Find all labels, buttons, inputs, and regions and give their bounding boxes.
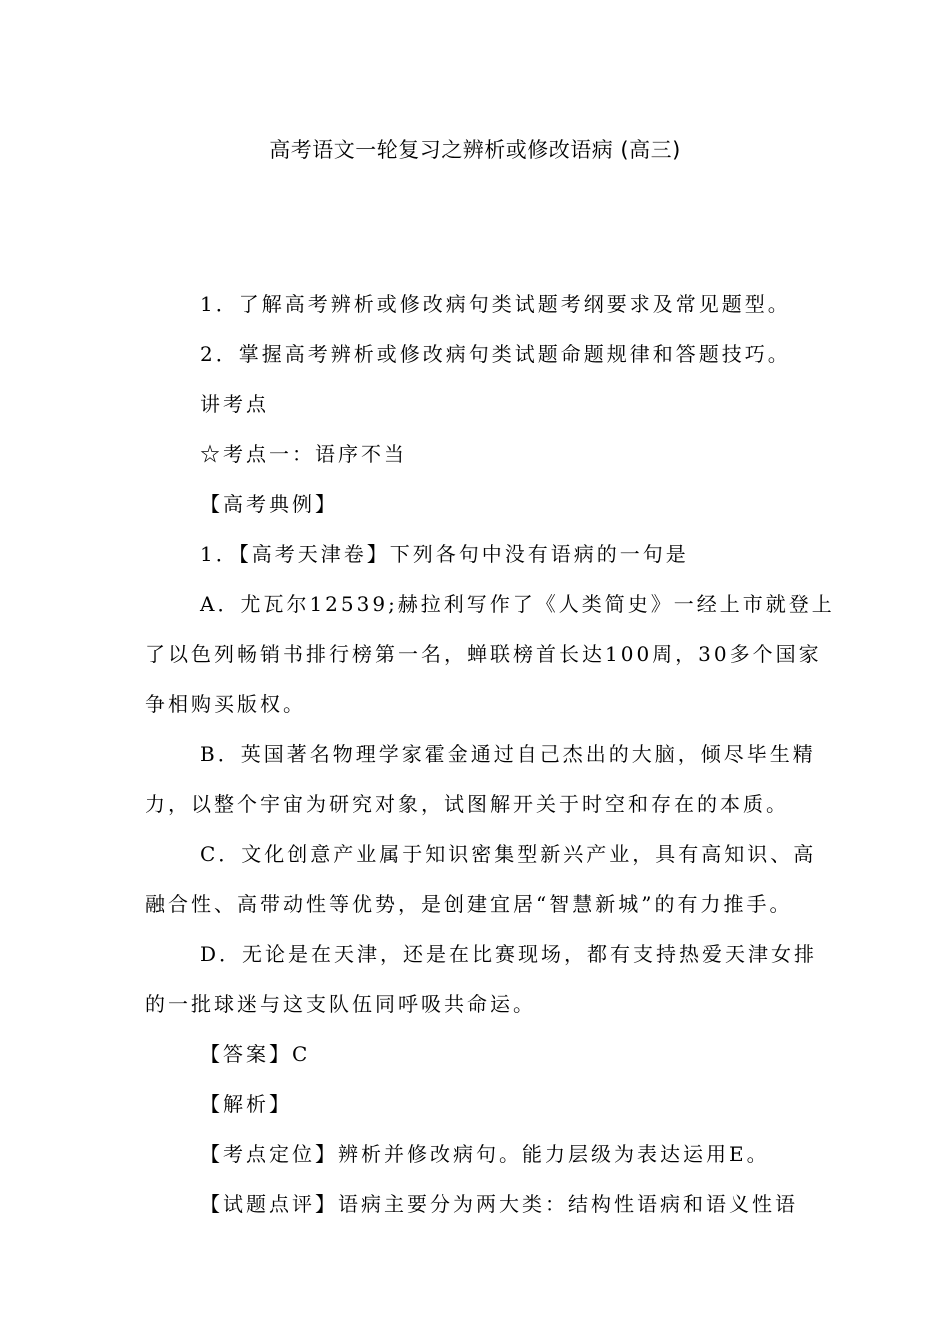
- option-a-line-2: 了以色列畅销书排行榜第一名，蝉联榜首长达100周，30多个国家: [145, 642, 822, 666]
- topic-location-line: 【考点定位】辨析并修改病句。能力层级为表达运用E。: [200, 1142, 770, 1166]
- option-d-line-1: D．无论是在天津，还是在比赛现场，都有支持热爱天津女排: [200, 942, 818, 966]
- example-heading: 【高考典例】: [200, 492, 338, 516]
- document-title: 高考语文一轮复习之辨析或修改语病 (高三): [269, 138, 681, 162]
- option-c-line-1: C．文化创意产业属于知识密集型新兴产业，具有高知识、高: [200, 842, 817, 866]
- answer-line: 【答案】C: [200, 1042, 311, 1066]
- option-b-line-2: 力，以整个宇宙为研究对象，试图解开关于时空和存在的本质。: [145, 792, 789, 816]
- option-a-line-1: A．尤瓦尔12539;赫拉利写作了《人类简史》一经上市就登上: [200, 592, 835, 616]
- question-stem: 1．【高考天津卷】下列各句中没有语病的一句是: [200, 542, 689, 566]
- objective-2: 2．掌握高考辨析或修改病句类试题命题规律和答题技巧。: [200, 342, 791, 366]
- commentary-line: 【试题点评】语病主要分为两大类：结构性语病和语义性语: [200, 1192, 798, 1216]
- topic-heading: ☆考点一：语序不当: [200, 442, 407, 466]
- option-a-line-3: 争相购买版权。: [145, 692, 306, 716]
- analysis-heading: 【解析】: [200, 1092, 292, 1116]
- option-d-line-2: 的一批球迷与这支队伍同呼吸共命运。: [145, 992, 536, 1016]
- option-b-line-1: B．英国著名物理学家霍金通过自己杰出的大脑，倾尽毕生精: [200, 742, 816, 766]
- section-heading: 讲考点: [200, 392, 269, 416]
- option-c-line-2: 融合性、高带动性等优势，是创建宜居“智慧新城”的有力推手。: [145, 892, 793, 916]
- objective-1: 1．了解高考辨析或修改病句类试题考纲要求及常见题型。: [200, 292, 791, 316]
